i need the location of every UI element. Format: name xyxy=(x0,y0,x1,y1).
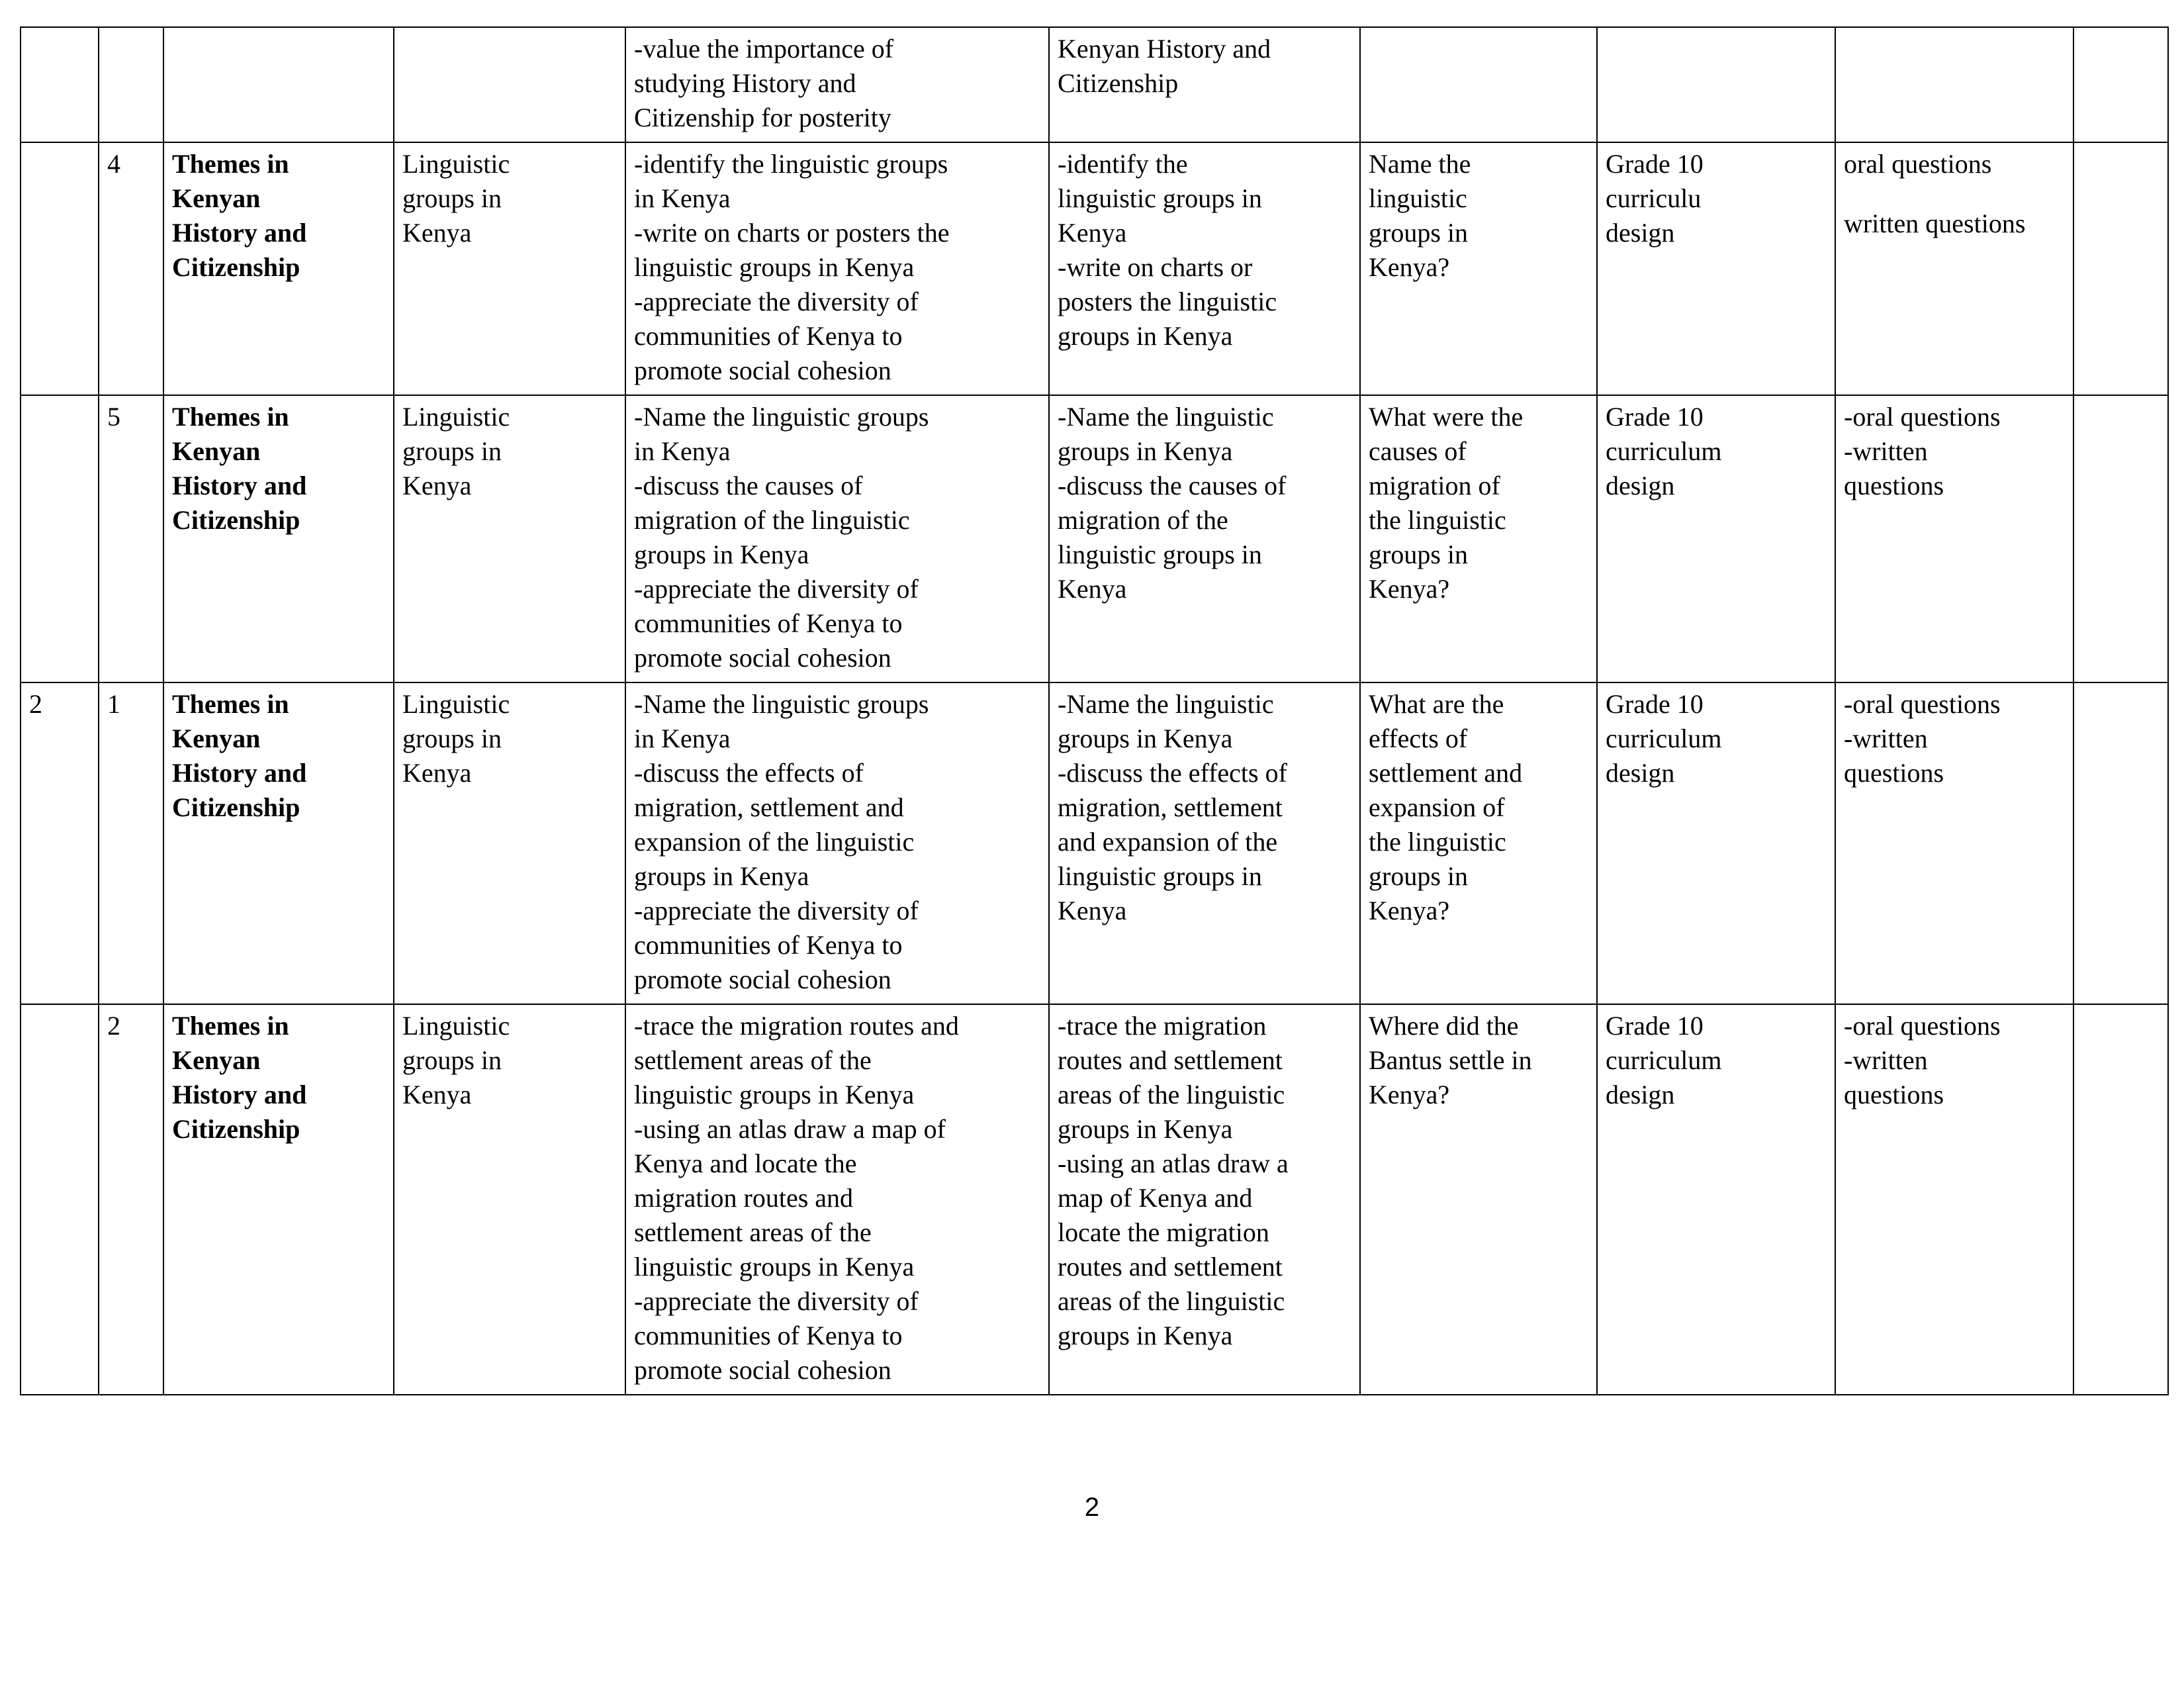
text-line: Themes in xyxy=(172,402,289,432)
cell-learning-experiences xyxy=(625,1004,1049,1395)
text-line: groups in xyxy=(402,183,502,213)
cell-learning-resources xyxy=(1597,682,1835,1004)
text-line: curriculum xyxy=(1606,724,1722,753)
text-line: -appreciate the diversity of xyxy=(634,896,919,925)
cell-text xyxy=(1058,687,1353,928)
text-line: groups in Kenya xyxy=(1058,436,1233,466)
text-line: linguistic groups in xyxy=(1058,539,1262,569)
text-line: migration, settlement and xyxy=(634,792,904,822)
text-line: written questions xyxy=(1844,209,2026,238)
text-line: -value the importance of xyxy=(634,34,894,64)
text-line: posters the linguistic xyxy=(1058,287,1277,316)
text-line: -Name the linguistic xyxy=(1058,689,1274,719)
cell-reflection xyxy=(2073,142,2168,395)
text-line: Grade 10 xyxy=(1606,149,1704,179)
cell-text xyxy=(402,400,618,503)
text-line: linguistic groups in Kenya xyxy=(634,1080,915,1109)
text-line: Where did the xyxy=(1369,1011,1519,1041)
cell-reflection xyxy=(2073,1004,2168,1395)
text-line: -discuss the causes of xyxy=(1058,471,1287,500)
text-line: What were the xyxy=(1369,402,1524,432)
text-line: -using an atlas draw a xyxy=(1058,1149,1289,1178)
text-line: -oral questions xyxy=(1844,689,2001,719)
text-line: groups in xyxy=(402,436,502,466)
text-line: 4 xyxy=(107,149,120,179)
text-line: communities of Kenya to xyxy=(634,608,903,638)
table-body xyxy=(21,27,2168,1395)
text-line: migration routes and xyxy=(634,1183,854,1213)
cell-assessment xyxy=(1835,27,2073,142)
text-line: groups in xyxy=(402,1045,502,1075)
text-line: questions xyxy=(1844,1080,1944,1109)
cell-assessment xyxy=(1835,1004,2073,1395)
text-line: -appreciate the diversity of xyxy=(634,1286,919,1316)
cell-assessment xyxy=(1835,395,2073,682)
cell-text xyxy=(172,400,387,538)
text-line: Kenya xyxy=(402,218,472,248)
text-line: -written xyxy=(1844,1045,1928,1075)
cell-text xyxy=(107,147,156,181)
text-line: effects of xyxy=(1369,724,1468,753)
text-line: -discuss the effects of xyxy=(634,758,864,788)
text-line: Kenya xyxy=(402,758,472,788)
text-line: -identify the linguistic groups xyxy=(634,149,948,179)
table-row xyxy=(21,395,2168,682)
text-line: Grade 10 xyxy=(1606,689,1704,719)
cell-lesson xyxy=(99,395,163,682)
text-line: Kenyan xyxy=(172,1045,261,1075)
text-line: settlement areas of the xyxy=(634,1045,872,1075)
text-line: linguistic xyxy=(1369,183,1467,213)
text-line: Kenyan xyxy=(172,724,261,753)
text-line: curriculu xyxy=(1606,183,1702,213)
cell-text xyxy=(1606,1009,1828,1112)
text-line: Bantus settle in xyxy=(1369,1045,1532,1075)
text-line: Kenya? xyxy=(1369,252,1450,282)
text-line: linguistic groups in xyxy=(1058,861,1262,891)
cell-text xyxy=(634,400,1042,675)
text-line: Kenya xyxy=(402,1080,472,1109)
cell-reflection xyxy=(2073,395,2168,682)
text-line: Kenya xyxy=(1058,574,1127,604)
cell-text xyxy=(1606,147,1828,250)
text-line: studying History and xyxy=(634,68,856,98)
text-line: in Kenya xyxy=(634,724,731,753)
text-line: the linguistic xyxy=(1369,505,1506,535)
cell-text xyxy=(634,687,1042,997)
cell-text xyxy=(172,1009,387,1147)
text-line: Kenya? xyxy=(1369,574,1450,604)
cell-strand xyxy=(163,1004,394,1395)
text-line: communities of Kenya to xyxy=(634,1321,903,1350)
text-line: promote social cohesion xyxy=(634,964,891,994)
text-line: groups in xyxy=(1369,218,1468,248)
cell-text xyxy=(107,1009,156,1043)
text-line: History and xyxy=(172,758,307,788)
text-line: Kenya? xyxy=(1369,896,1450,925)
cell-learning-resources xyxy=(1597,27,1835,142)
cell-text xyxy=(1058,1009,1353,1353)
cell-text xyxy=(107,400,156,434)
cell-text xyxy=(1369,400,1590,606)
cell-sub-strand xyxy=(394,1004,625,1395)
text-line: expansion of xyxy=(1369,792,1505,822)
cell-inquiry-questions xyxy=(1049,682,1360,1004)
text-line: areas of the linguistic xyxy=(1058,1286,1285,1316)
cell-key-question xyxy=(1360,27,1597,142)
text-line: groups in xyxy=(402,724,502,753)
text-line: Linguistic xyxy=(402,149,510,179)
cell-text xyxy=(1058,400,1353,606)
text-line: -trace the migration xyxy=(1058,1011,1267,1041)
text-line: Citizenship xyxy=(172,1114,300,1144)
cell-strand xyxy=(163,27,394,142)
cell-inquiry-questions xyxy=(1049,1004,1360,1395)
cell-learning-experiences xyxy=(625,27,1049,142)
cell-text xyxy=(402,687,618,790)
text-line: routes and settlement xyxy=(1058,1045,1283,1075)
text-line: Themes in xyxy=(172,1011,289,1041)
cell-assessment xyxy=(1835,142,2073,395)
text-line: groups in Kenya xyxy=(634,861,809,891)
cell-lesson xyxy=(99,682,163,1004)
text-line: design xyxy=(1606,758,1675,788)
text-line: Linguistic xyxy=(402,402,510,432)
text-line: Kenya and locate the xyxy=(634,1149,857,1178)
text-line: settlement and xyxy=(1369,758,1523,788)
cell-assessment xyxy=(1835,682,2073,1004)
cell-reflection xyxy=(2073,27,2168,142)
cell-text xyxy=(29,687,91,722)
cell-key-question xyxy=(1360,1004,1597,1395)
cell-sub-strand xyxy=(394,142,625,395)
cell-text xyxy=(1844,400,2066,503)
text-line: Kenyan xyxy=(172,436,261,466)
text-line: -oral questions xyxy=(1844,1011,2001,1041)
text-line: locate the migration xyxy=(1058,1217,1269,1247)
text-line: migration of the linguistic xyxy=(634,505,910,535)
cell-text xyxy=(1058,32,1353,101)
cell-lesson xyxy=(99,1004,163,1395)
text-line: Kenya? xyxy=(1369,1080,1450,1109)
cell-text xyxy=(634,1009,1042,1387)
cell-text xyxy=(172,687,387,825)
cell-text xyxy=(1606,687,1828,790)
text-line: Kenyan History and xyxy=(1058,34,1271,64)
text-line: Citizenship xyxy=(172,505,300,535)
text-line: linguistic groups in Kenya xyxy=(634,1252,915,1282)
text-line: settlement areas of the xyxy=(634,1217,872,1247)
text-line: Kenya xyxy=(1058,896,1127,925)
text-line: groups in Kenya xyxy=(1058,1321,1233,1350)
text-line: expansion of the linguistic xyxy=(634,827,915,857)
cell-inquiry-questions xyxy=(1049,27,1360,142)
cell-text xyxy=(1369,1009,1590,1112)
text-line: -Name the linguistic groups xyxy=(634,402,929,432)
cell-text xyxy=(1844,147,2066,241)
cell-week xyxy=(21,395,99,682)
page-number: 2 xyxy=(1084,1493,1100,1522)
text-line: curriculum xyxy=(1606,436,1722,466)
cell-lesson xyxy=(99,142,163,395)
cell-sub-strand xyxy=(394,682,625,1004)
cell-text xyxy=(1058,147,1353,353)
cell-sub-strand xyxy=(394,395,625,682)
text-line: groups in xyxy=(1369,861,1468,891)
text-line: groups in Kenya xyxy=(1058,321,1233,351)
text-line: Citizenship for posterity xyxy=(634,103,891,132)
text-line: design xyxy=(1606,471,1675,500)
text-line: curriculum xyxy=(1606,1045,1722,1075)
cell-learning-resources xyxy=(1597,395,1835,682)
text-line: and expansion of the xyxy=(1058,827,1278,857)
cell-learning-experiences xyxy=(625,142,1049,395)
text-line: -identify the xyxy=(1058,149,1188,179)
text-line: -oral questions xyxy=(1844,402,2001,432)
cell-text xyxy=(402,1009,618,1112)
text-line: in Kenya xyxy=(634,183,731,213)
cell-text xyxy=(1606,400,1828,503)
cell-text xyxy=(172,147,387,285)
text-line: History and xyxy=(172,218,307,248)
cell-lesson xyxy=(99,27,163,142)
scheme-of-work-table xyxy=(20,26,2169,1395)
cell-text xyxy=(1369,687,1590,928)
cell-text xyxy=(634,147,1042,388)
cell-week xyxy=(21,1004,99,1395)
text-line: -using an atlas draw a map of xyxy=(634,1114,946,1144)
cell-text xyxy=(1369,147,1590,285)
cell-sub-strand xyxy=(394,27,625,142)
text-line: questions xyxy=(1844,758,1944,788)
text-line: Grade 10 xyxy=(1606,1011,1704,1041)
cell-text xyxy=(107,687,156,722)
text-line: Grade 10 xyxy=(1606,402,1704,432)
text-line: 1 xyxy=(107,689,120,719)
cell-inquiry-questions xyxy=(1049,142,1360,395)
text-line: 2 xyxy=(107,1011,120,1041)
cell-strand xyxy=(163,395,394,682)
table-row xyxy=(21,682,2168,1004)
cell-strand xyxy=(163,682,394,1004)
text-line: Name the xyxy=(1369,149,1471,179)
text-line xyxy=(1844,181,2066,207)
text-line: migration of the xyxy=(1058,505,1228,535)
text-line: Kenyan xyxy=(172,183,261,213)
text-line: Linguistic xyxy=(402,689,510,719)
text-line: groups in Kenya xyxy=(1058,724,1233,753)
text-line: -Name the linguistic xyxy=(1058,402,1274,432)
text-line: routes and settlement xyxy=(1058,1252,1283,1282)
text-line: -appreciate the diversity of xyxy=(634,574,919,604)
text-line: History and xyxy=(172,1080,307,1109)
text-line: -write on charts or xyxy=(1058,252,1253,282)
text-line: design xyxy=(1606,218,1675,248)
cell-reflection xyxy=(2073,682,2168,1004)
cell-key-question xyxy=(1360,395,1597,682)
text-line: Citizenship xyxy=(1058,68,1179,98)
text-line: linguistic groups in xyxy=(1058,183,1262,213)
cell-week xyxy=(21,27,99,142)
text-line: Themes in xyxy=(172,689,289,719)
cell-strand xyxy=(163,142,394,395)
text-line: promote social cohesion xyxy=(634,643,891,673)
text-line: in Kenya xyxy=(634,436,731,466)
text-line: migration of xyxy=(1369,471,1500,500)
cell-learning-experiences xyxy=(625,395,1049,682)
text-line: communities of Kenya to xyxy=(634,321,903,351)
text-line: linguistic groups in Kenya xyxy=(634,252,915,282)
text-line: design xyxy=(1606,1080,1675,1109)
text-line: groups in Kenya xyxy=(634,539,809,569)
text-line: migration, settlement xyxy=(1058,792,1283,822)
text-line: Citizenship xyxy=(172,792,300,822)
cell-learning-experiences xyxy=(625,682,1049,1004)
text-line: 2 xyxy=(29,689,42,719)
text-line: promote social cohesion xyxy=(634,355,891,385)
cell-learning-resources xyxy=(1597,1004,1835,1395)
text-line: -discuss the causes of xyxy=(634,471,863,500)
cell-text xyxy=(1844,1009,2066,1112)
cell-inquiry-questions xyxy=(1049,395,1360,682)
text-line: History and xyxy=(172,471,307,500)
text-line: areas of the linguistic xyxy=(1058,1080,1285,1109)
text-line: -appreciate the diversity of xyxy=(634,287,919,316)
text-line: oral questions xyxy=(1844,149,1992,179)
text-line: Linguistic xyxy=(402,1011,510,1041)
text-line: -written xyxy=(1844,436,1928,466)
text-line: groups in Kenya xyxy=(1058,1114,1233,1144)
text-line: communities of Kenya to xyxy=(634,930,903,960)
text-line: promote social cohesion xyxy=(634,1355,891,1385)
text-line: Kenya xyxy=(402,471,472,500)
cell-text xyxy=(634,32,1042,135)
text-line: Themes in xyxy=(172,149,289,179)
cell-text xyxy=(402,147,618,250)
text-line: the linguistic xyxy=(1369,827,1506,857)
table-row xyxy=(21,1004,2168,1395)
cell-week xyxy=(21,682,99,1004)
text-line: causes of xyxy=(1369,436,1467,466)
text-line: groups in xyxy=(1369,539,1468,569)
cell-key-question xyxy=(1360,142,1597,395)
table-row xyxy=(21,27,2168,142)
text-line: -written xyxy=(1844,724,1928,753)
cell-key-question xyxy=(1360,682,1597,1004)
cell-learning-resources xyxy=(1597,142,1835,395)
text-line: Citizenship xyxy=(172,252,300,282)
text-line: questions xyxy=(1844,471,1944,500)
text-line: -trace the migration routes and xyxy=(634,1011,959,1041)
text-line: 5 xyxy=(107,402,120,432)
text-line: What are the xyxy=(1369,689,1504,719)
text-line: Kenya xyxy=(1058,218,1127,248)
table-row xyxy=(21,142,2168,395)
text-line: -discuss the effects of xyxy=(1058,758,1287,788)
text-line: -Name the linguistic groups xyxy=(634,689,929,719)
cell-text xyxy=(1844,687,2066,790)
cell-week xyxy=(21,142,99,395)
text-line: -write on charts or posters the xyxy=(634,218,950,248)
text-line: map of Kenya and xyxy=(1058,1183,1253,1213)
